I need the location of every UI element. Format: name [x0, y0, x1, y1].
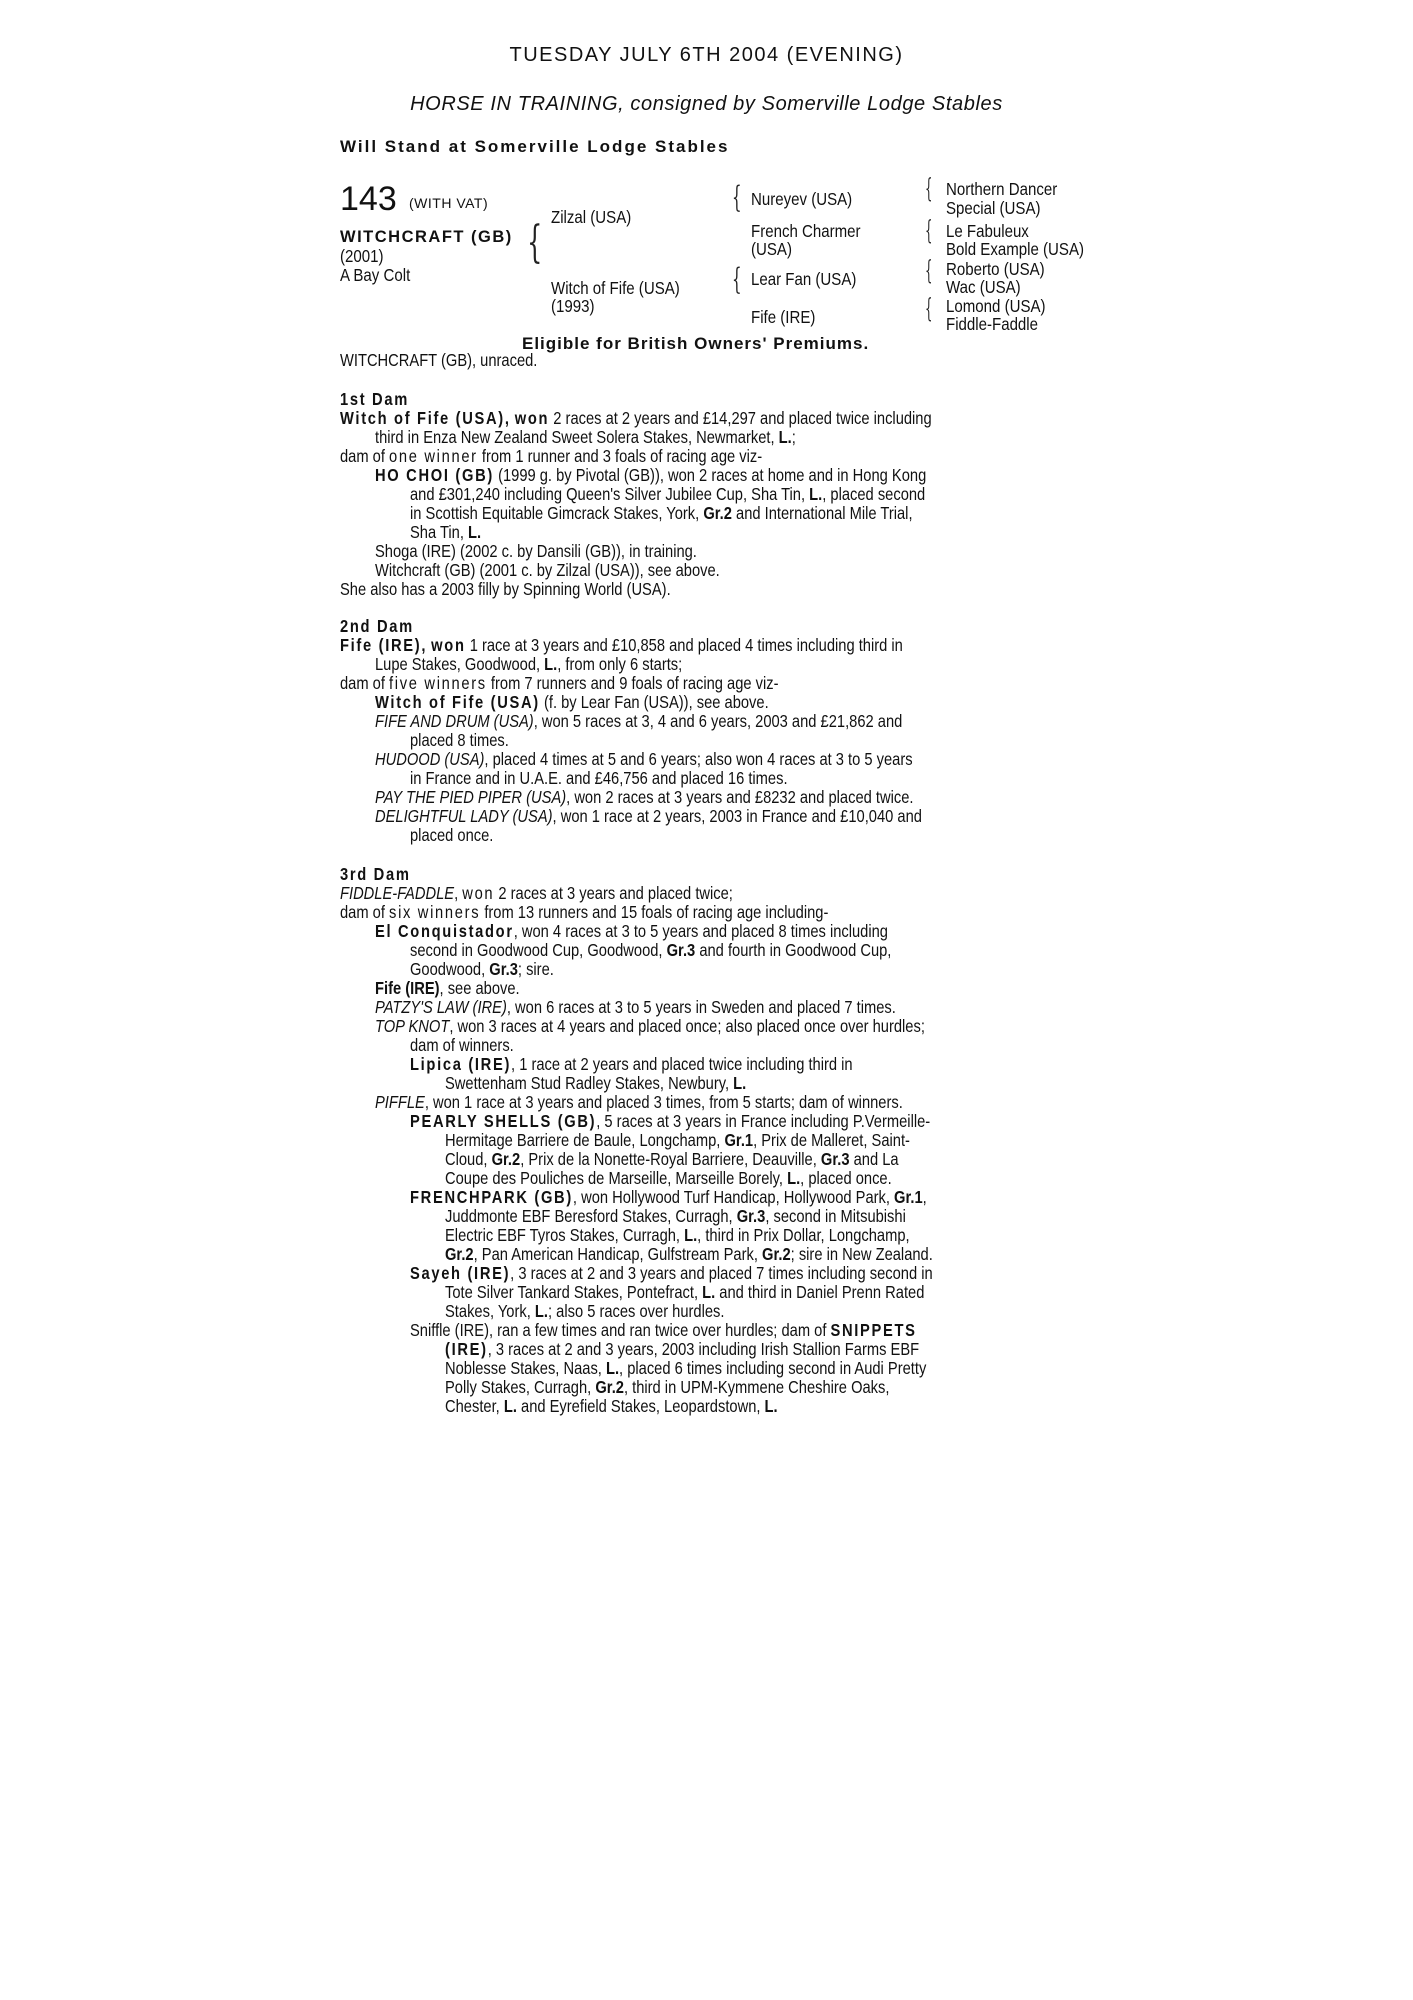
lot-number: 143: [340, 180, 397, 218]
produce-entry: Witch of Fife (USA) (f. by Lear Fan (USA)), see above.: [375, 692, 769, 712]
pedigree-g3-8: Fiddle-Faddle: [946, 314, 1039, 334]
pedigree-brace-g3: {: [925, 256, 933, 286]
produce-entry: FIFE AND DRUM (USA), won 5 races at 3, 4 and 6 years, 2003 and £21,862 and: [375, 711, 903, 731]
pedigree-dam-year: (1993): [551, 296, 595, 316]
pedigree-brace-dam: {: [732, 262, 742, 297]
pedigree-g3-7: Lomond (USA): [946, 296, 1046, 316]
produce-entry-line: Sha Tin, L.: [410, 522, 482, 542]
second-dam-line: Fife (IRE), won 1 race at 3 years and £10,858 and placed 4 times including third in: [340, 635, 903, 655]
produce-entry: Sniffle (IRE), ran a few times and ran twice over hurdles; dam of SNIPPETS: [410, 1320, 917, 1340]
pedigree-dam-dam: Fife (IRE): [751, 307, 816, 327]
produce-entry-line: Cloud, Gr.2, Prix de la Nonette-Royal Barriere, Deauville, Gr.3 and La: [445, 1149, 899, 1169]
pedigree-g3-5: Roberto (USA): [946, 259, 1045, 279]
first-dam-line: third in Enza New Zealand Sweet Solera Stakes, Newmarket, L.;: [375, 427, 796, 447]
pedigree-dam-sire: Lear Fan (USA): [751, 269, 857, 289]
pedigree-g3-3: Le Fabuleux: [946, 221, 1029, 241]
produce-entry: FRENCHPARK (GB), won Hollywood Turf Handicap, Hollywood Park, Gr.1,: [410, 1187, 927, 1207]
pedigree-g3-6: Wac (USA): [946, 277, 1021, 297]
produce-entry-line: Goodwood, Gr.3; sire.: [410, 959, 554, 979]
first-dam-line: dam of one winner from 1 runner and 3 foals of racing age viz-: [340, 446, 763, 466]
consignment-line: HORSE IN TRAINING, consigned by Somerville Lodge Stables: [410, 93, 1003, 115]
second-dam-line: dam of five winners from 7 runners and 9 foals of racing age viz-: [340, 673, 779, 693]
first-dam-heading: 1st Dam: [340, 389, 409, 409]
produce-entry-line: in Scottish Equitable Gimcrack Stakes, York, Gr.2 and International Mile Trial,: [410, 503, 913, 523]
produce-entry: Sayeh (IRE), 3 races at 2 and 3 years and placed 7 times including second in: [410, 1263, 933, 1283]
pedigree-sire-dam: French Charmer: [751, 221, 861, 241]
produce-entry: Witchcraft (GB) (2001 c. by Zilzal (USA)), see above.: [375, 560, 720, 580]
produce-entry-line: dam of winners.: [410, 1035, 514, 1055]
produce-entry-line: Electric EBF Tyros Stakes, Curragh, L., third in Prix Dollar, Longchamp,: [445, 1225, 910, 1245]
produce-entry: HUDOOD (USA), placed 4 times at 5 and 6 years; also won 4 races at 3 to 5 years: [375, 749, 913, 769]
produce-entry: TOP KNOT, won 3 races at 4 years and placed once; also placed once over hurdles;: [375, 1016, 925, 1036]
pedigree-sire: Zilzal (USA): [551, 207, 632, 227]
produce-entry-line: (IRE), 3 races at 2 and 3 years, 2003 including Irish Stallion Farms EBF: [445, 1339, 920, 1359]
produce-entry: PEARLY SHELLS (GB), 5 races at 3 years in France including P.Vermeille-: [410, 1111, 931, 1131]
produce-entry-line: in France and in U.A.E. and £46,756 and placed 16 times.: [410, 768, 788, 788]
third-dam-heading: 3rd Dam: [340, 864, 411, 884]
produce-entry: Fife (IRE), see above.: [375, 978, 520, 998]
pedigree-sire-sire: Nureyev (USA): [751, 189, 853, 209]
pedigree-brace-g1: {: [925, 174, 933, 204]
produce-entry: PATZY'S LAW (IRE), won 6 races at 3 to 5 years in Sweden and placed 7 times.: [375, 997, 896, 1017]
horse-name: WITCHCRAFT (GB): [340, 228, 513, 246]
vat-note: (WITH VAT): [409, 195, 489, 211]
produce-entry-line: Swettenham Stud Radley Stakes, Newbury, L.: [445, 1073, 747, 1093]
produce-note: She also has a 2003 filly by Spinning World (USA).: [340, 579, 671, 599]
produce-entry: DELIGHTFUL LADY (USA), won 1 race at 2 years, 2003 in France and £10,040 and: [375, 806, 922, 826]
pedigree-sire-dam-country: (USA): [751, 239, 792, 259]
produce-entry: HO CHOI (GB) (1999 g. by Pivotal (GB)), won 2 races at home and in Hong Kong: [375, 465, 927, 485]
pedigree-g3-4: Bold Example (USA): [946, 239, 1085, 259]
pedigree-brace-main: {: [527, 217, 543, 268]
pedigree-brace-g2: {: [925, 216, 933, 246]
produce-entry-line: Chester, L. and Eyrefield Stakes, Leopardstown, L.: [445, 1396, 778, 1416]
produce-entry: PAY THE PIED PIPER (USA), won 2 races at 3 years and £8232 and placed twice.: [375, 787, 914, 807]
produce-entry-line: placed once.: [410, 825, 494, 845]
stand-location: Will Stand at Somerville Lodge Stables: [340, 137, 730, 156]
second-dam-line: Lupe Stakes, Goodwood, L., from only 6 starts;: [375, 654, 683, 674]
third-dam-line: FIDDLE-FADDLE, won 2 races at 3 years and placed twice;: [340, 883, 733, 903]
pedigree-brace-sire: {: [732, 180, 742, 215]
produce-entry-line: Juddmonte EBF Beresford Stakes, Curragh, Gr.3, second in Mitsubishi: [445, 1206, 906, 1226]
horse-description: A Bay Colt: [340, 265, 411, 285]
third-dam-line: dam of six winners from 13 runners and 15 foals of racing age including-: [340, 902, 829, 922]
produce-entry-line: Noblesse Stakes, Naas, L., placed 6 times including second in Audi Pretty: [445, 1358, 927, 1378]
intro-line: WITCHCRAFT (GB), unraced.: [340, 350, 538, 370]
pedigree-dam: Witch of Fife (USA): [551, 278, 680, 298]
pedigree-brace-g4: {: [925, 294, 933, 324]
produce-entry-line: second in Goodwood Cup, Goodwood, Gr.3 and fourth in Goodwood Cup,: [410, 940, 892, 960]
produce-entry-line: and £301,240 including Queen's Silver Jubilee Cup, Sha Tin, L., placed second: [410, 484, 926, 504]
produce-entry-line: Polly Stakes, Curragh, Gr.2, third in UPM-Kymmene Cheshire Oaks,: [445, 1377, 890, 1397]
sale-date: TUESDAY JULY 6TH 2004 (EVENING): [509, 44, 904, 66]
produce-entry-line: placed 8 times.: [410, 730, 509, 750]
second-dam-heading: 2nd Dam: [340, 616, 414, 636]
produce-entry-line: Tote Silver Tankard Stakes, Pontefract, L. and third in Daniel Prenn Rated: [445, 1282, 925, 1302]
pedigree-g3-2: Special (USA): [946, 198, 1041, 218]
pedigree-g3-1: Northern Dancer: [946, 179, 1058, 199]
produce-entry: PIFFLE, won 1 race at 3 years and placed 3 times, from 5 starts; dam of winners.: [375, 1092, 903, 1112]
produce-entry-line: Gr.2, Pan American Handicap, Gulfstream Park, Gr.2; sire in New Zealand.: [445, 1244, 933, 1264]
produce-entry: Lipica (IRE), 1 race at 2 years and placed twice including third in: [410, 1054, 853, 1074]
foaling-year: (2001): [340, 246, 384, 266]
eligibility-note: Eligible for British Owners' Premiums.: [522, 334, 870, 353]
produce-entry-line: Coupe des Pouliches de Marseille, Marseille Borely, L., placed once.: [445, 1168, 892, 1188]
produce-entry: El Conquistador, won 4 races at 3 to 5 years and placed 8 times including: [375, 921, 888, 941]
produce-entry: Shoga (IRE) (2002 c. by Dansili (GB)), in training.: [375, 541, 697, 561]
produce-entry-line: Stakes, York, L.; also 5 races over hurdles.: [445, 1301, 725, 1321]
first-dam-line: Witch of Fife (USA), won 2 races at 2 years and £14,297 and placed twice including: [340, 408, 932, 428]
produce-entry-line: Hermitage Barriere de Baule, Longchamp, Gr.1, Prix de Malleret, Saint-: [445, 1130, 910, 1150]
